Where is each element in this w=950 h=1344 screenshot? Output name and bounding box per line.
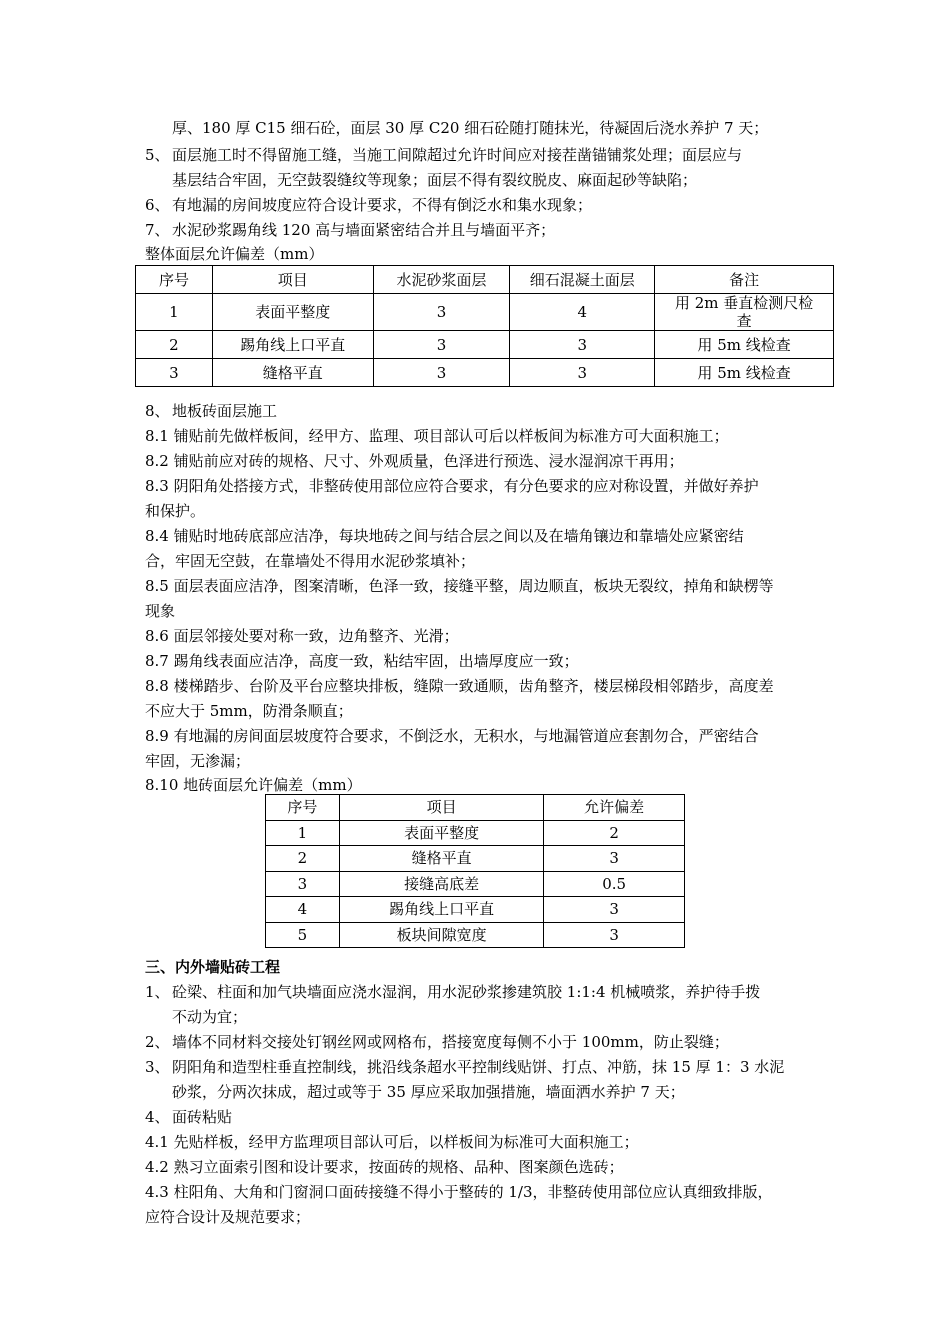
section-number: 8、 [145, 402, 170, 420]
section-heading: 三、内外墙贴砖工程 [145, 958, 281, 976]
item-number: 7、 [145, 221, 170, 239]
paragraph-line: 8.7 踢角线表面应洁净，高度一致，粘结牢固，出墙厚度应一致； [145, 652, 579, 670]
table-row [266, 922, 685, 948]
tolerance-table-tile [265, 794, 685, 948]
table-cell: 缝格平直 [339, 846, 543, 872]
item-text: 砂浆，分两次抹成，超过或等于 35 厚应采取加强措施，墙面洒水养护 7 天； [172, 1083, 685, 1101]
header-cell: 序号 [266, 795, 340, 821]
paragraph-line: 不应大于 5mm，防滑条顺直； [145, 702, 353, 720]
header-cell: 细石混凝土面层 [510, 266, 655, 294]
table-cell: 缝格平直 [212, 359, 373, 387]
item-text: 面层施工时不得留施工缝，当施工间隙超过允许时间应对接茬凿锚铺浆处理；面层应与 [172, 146, 743, 164]
item-number: 5、 [145, 146, 170, 164]
table-cell: 2 [136, 331, 213, 359]
table-caption: 整体面层允许偏差（mm） [145, 245, 324, 263]
table-row [136, 359, 834, 387]
table-cell: 表面平整度 [339, 820, 543, 846]
item-text: 砼梁、柱面和加气块墙面应浇水湿润，用水泥砂浆掺建筑胶 1:1:4 机械喷浆，养护待手拨 [172, 983, 761, 1001]
table-cell: 踢角线上口平直 [212, 331, 373, 359]
paragraph-line: 现象 [145, 602, 176, 620]
header-cell: 项目 [339, 795, 543, 821]
table-cell: 3 [544, 846, 685, 872]
table-cell: 4 [510, 294, 655, 331]
section-title: 地板砖面层施工 [172, 402, 278, 420]
paragraph-line: 8.5 面层表面应洁净，图案清晰，色泽一致，接缝平整，周边顺直，板块无裂纹，掉角和缺楞等 [145, 577, 774, 595]
header-cell: 项目 [212, 266, 373, 294]
paragraph-line: 4.2 熟习立面索引图和设计要求，按面砖的规格、品种、图案颜色选砖； [145, 1158, 624, 1176]
table-row [266, 820, 685, 846]
table-cell: 用 5m 线检查 [655, 359, 834, 387]
table-cell: 3 [266, 871, 340, 897]
item-number: 2、 [145, 1033, 170, 1051]
paragraph-line: 4.3 柱阳角、大角和门窗洞口面砖接缝不得小于整砖的 1/3，非整砖使用部位应认真细致排版， [145, 1183, 773, 1201]
paragraph-line: 8.9 有地漏的房间面层坡度符合要求，不倒泛水，无积水，与地漏管道应套割勿合，严密结合 [145, 727, 759, 745]
paragraph-line: 8.4 铺贴时地砖底部应洁净，每块地砖之间与结合层之间以及在墙角镶边和靠墙处应紧密结 [145, 527, 744, 545]
intro-line: 厚、180 厚 C15 细石砼，面层 30 厚 C20 细石砼随打随抹光，待凝固后浇水养护 7 天； [172, 119, 769, 137]
item-number: 4、 [145, 1108, 170, 1126]
table-cell: 2 [266, 846, 340, 872]
table-cell: 表面平整度 [212, 294, 373, 331]
table-cell: 用 5m 线检查 [655, 331, 834, 359]
table-row [266, 846, 685, 872]
item-text: 有地漏的房间坡度应符合设计要求，不得有倒泛水和集水现象； [172, 196, 593, 214]
table-header-row [136, 266, 834, 294]
table-cell: 板块间隙宽度 [339, 922, 543, 948]
table-cell: 1 [136, 294, 213, 331]
paragraph-line: 4.1 先贴样板，经甲方监理项目部认可后，以样板间为标准可大面积施工； [145, 1133, 639, 1151]
paragraph-line: 8.8 楼梯踏步、台阶及平台应整块排板，缝隙一致通顺，齿角整齐，楼层梯段相邻踏步，高度差 [145, 677, 774, 695]
table-cell: 接缝高底差 [339, 871, 543, 897]
paragraph-line: 合，牢固无空鼓，在靠墙处不得用水泥砂浆填补； [145, 552, 476, 570]
table-cell: 踢角线上口平直 [339, 897, 543, 923]
item-text: 墙体不同材料交接处钉钢丝网或网格布，搭接宽度每侧不小于 100mm，防止裂缝； [172, 1033, 729, 1051]
paragraph-line: 8.6 面层邻接处要对称一致，边角整齐、光滑； [145, 627, 459, 645]
paragraph-line: 牢固，无渗漏； [145, 752, 251, 770]
item-text: 面砖粘贴 [172, 1108, 233, 1126]
item-number: 1、 [145, 983, 170, 1001]
item-text: 阴阳角和造型柱垂直控制线，挑沿线条超水平控制线贴饼、打点、冲筋，抹 15 厚 1：3 水泥 [172, 1058, 785, 1076]
table-caption: 8.10 地砖面层允许偏差（mm） [145, 776, 362, 794]
table-row [136, 294, 834, 331]
table-header-row [266, 795, 685, 821]
paragraph-line: 8.1 铺贴前先做样板间，经甲方、监理、项目部认可后以样板间为标准方可大面积施工； [145, 427, 729, 445]
paragraph-line: 8.2 铺贴前应对砖的规格、尺寸、外观质量，色泽进行预选、浸水湿润凉干再用； [145, 452, 684, 470]
item-number: 6、 [145, 196, 170, 214]
header-cell: 序号 [136, 266, 213, 294]
table-cell: 3 [136, 359, 213, 387]
item-text: 不动为宜； [172, 1008, 248, 1026]
item-text: 基层结合牢固，无空鼓裂缝纹等现象；面层不得有裂纹脱皮、麻面起砂等缺陷； [172, 171, 698, 189]
table-cell: 用 2m 垂直检测尺检查 [655, 294, 834, 331]
table-cell: 2 [544, 820, 685, 846]
table-cell: 3 [373, 294, 510, 331]
table-cell: 1 [266, 820, 340, 846]
table-cell: 4 [266, 897, 340, 923]
table-cell: 3 [373, 331, 510, 359]
paragraph-line: 和保护。 [145, 502, 206, 520]
header-cell: 水泥砂浆面层 [373, 266, 510, 294]
table-cell: 5 [266, 922, 340, 948]
table-cell: 3 [510, 331, 655, 359]
table-row [266, 871, 685, 897]
header-cell: 允许偏差 [544, 795, 685, 821]
table-cell: 3 [544, 897, 685, 923]
paragraph-line: 应符合设计及规范要求； [145, 1208, 311, 1226]
table-cell: 0.5 [544, 871, 685, 897]
table-cell: 3 [373, 359, 510, 387]
header-cell: 备注 [655, 266, 834, 294]
table-cell: 3 [544, 922, 685, 948]
item-text: 水泥砂浆踢角线 120 高与墙面紧密结合并且与墙面平齐； [172, 221, 556, 239]
table-cell: 3 [510, 359, 655, 387]
paragraph-line: 8.3 阴阳角处搭接方式，非整砖使用部位应符合要求，有分色要求的应对称设置，并做好养护 [145, 477, 759, 495]
tolerance-table-overall [135, 265, 834, 387]
table-row [136, 331, 834, 359]
item-number: 3、 [145, 1058, 170, 1076]
table-row [266, 897, 685, 923]
